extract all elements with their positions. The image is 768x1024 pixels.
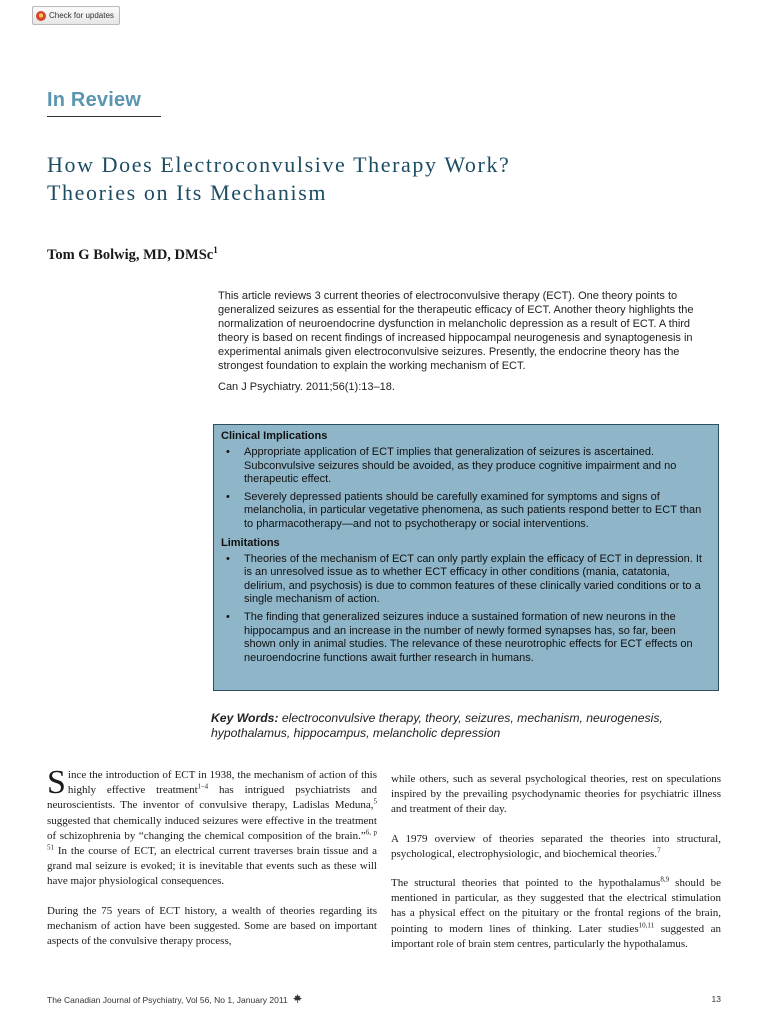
author-line (47, 247, 218, 264)
page-number: 13 (711, 994, 721, 1004)
body-paragraph: while others, such as several psychological theories, rest on speculations inspired by the prevailing psychodynamic theories for psychiatric illness and treatment of their day. (391, 773, 721, 816)
list-item: • Appropriate application of ECT implies that generalization of seizures is ascertained. Subconvulsive seizures should be avoided, as they produce cognitive impairment and no therapeutic effect. (221, 446, 710, 487)
key-words (211, 711, 731, 741)
limitations-list (221, 553, 710, 666)
key-words-text: electroconvulsive therapy, theory, seizures, mechanism, neurogenesis, hypothalamus, hippocampus, melancholic depression (211, 711, 663, 740)
clinical-implications-box (213, 424, 719, 691)
journal-citation: The Canadian Journal of Psychiatry, Vol 56, No 1, January 2011 (47, 994, 288, 1005)
body-text: suggested that chemically induced seizures were effective in the treatment of schizophrenia by “changing the chemical composition of the brain.” (47, 814, 377, 842)
author-affiliation-mark: 1 (213, 245, 218, 256)
list-item: • The finding that generalized seizures induce a sustained formation of new neurons in the hippocampus and an increase in the number of newly formed synapses has, so far, been shown only in animal studies. The relevance of these neurotrophic effects for ECT effects on neuroendocrine functions await further research in humans. (221, 611, 710, 665)
crossmark-icon (36, 11, 46, 21)
reference-mark: 1–4 (197, 782, 209, 791)
abstract-text: This article reviews 3 current theories of electroconvulsive therapy (ECT). One theory points to generalized seizures as essential for the therapeutic efficacy of ECT. Another theory highlights the normalization of neuroendocrine dysfunction in melancholic depression as a result of ECT. A third theory is based on recent findings of increased hippocampal neurogenesis and synaptogenesis in experimental animals given electroconvulsive seizures. Presently, the endocrine theory has the strongest foundation to explain the working mechanism of ECT. (218, 290, 694, 372)
body-column-right (391, 772, 721, 966)
maple-leaf-icon (293, 994, 302, 1005)
reference-mark: 10,11 (638, 920, 655, 929)
reference-mark: 8,9 (660, 875, 670, 884)
reference-mark: 7 (657, 846, 661, 855)
body-text: has intrigued psychiatrists and neuroscientists. The inventor of convulsive therapy, Ladislas Meduna, (47, 784, 377, 812)
article-title (47, 151, 510, 207)
body-text: In the course of ECT, an electrical current traverses brain tissue and a grand mal seizure is evoked; it is inevitable that events such as these will have major physiological consequences. (47, 845, 377, 888)
clinical-implications-list (221, 446, 710, 532)
reference-mark: 5 (373, 797, 377, 806)
citation: Can J Psychiatry. 2011;56(1):13–18. (218, 381, 395, 393)
body-text: The structural theories that pointed to the hypothalamus (391, 877, 661, 890)
key-words-label: Key Words: (211, 711, 279, 725)
title-line-1: How Does Electroconvulsive Therapy Work? (47, 152, 511, 177)
body-text: A 1979 overview of theories separated the theories into structural, psychological, electrophysiologic, and biochemical theories. (391, 832, 721, 860)
drop-cap: S (47, 764, 66, 801)
section-rule (47, 116, 161, 117)
check-for-updates-label: Check for updates (49, 11, 114, 20)
title-line-2: Theories on Its Mechanism (47, 180, 328, 205)
list-item: • Severely depressed patients should be carefully examined for symptoms and signs of melancholia, in particular vegetative phenomena, as such patients respond better to ECT than to pharmacotherapy—and not to psychotherapy or social interventions. (221, 491, 710, 532)
body-text: should be mentioned in particular, as they suggested that the electrical stimulation has a physical effect on the pituitary or the frontal regions of the brain, pointing to modern lines of thinking. Later studies (391, 877, 721, 935)
reference-mark: 6, p 51 (47, 828, 378, 852)
footer (47, 994, 302, 1005)
body-text: ince the introduction of ECT in 1938, the mechanism of action of this highly effective treatment (67, 769, 377, 797)
body-paragraph: During the 75 years of ECT history, a wealth of theories regarding its mechanism of action have been suggested. Some are based on important aspects of the convulsive therapy process, (47, 904, 377, 948)
check-for-updates-button[interactable] (32, 6, 120, 25)
body-paragraph (391, 832, 721, 862)
clinical-implications-heading: Clinical Implications (221, 430, 328, 442)
body-column-left (47, 764, 378, 963)
section-label: In Review (47, 89, 142, 111)
body-paragraph (47, 764, 378, 890)
body-text: suggested an important role of brain stem centres, particularly the hypothalamus. (391, 922, 721, 950)
abstract (218, 289, 714, 394)
author-name: Tom G Bolwig, MD, DMSc (47, 247, 214, 263)
list-item: • Theories of the mechanism of ECT can only partly explain the efficacy of ECT in depression. It is an unresolved issue as to whether ECT efficacy in other conditions (mania, catatonia, delirium, and psychosis) is due to common features of these clinically varied conditions or to a single mechanism of action. (221, 553, 710, 607)
body-paragraph (391, 876, 721, 952)
limitations-heading: Limitations (221, 536, 280, 549)
